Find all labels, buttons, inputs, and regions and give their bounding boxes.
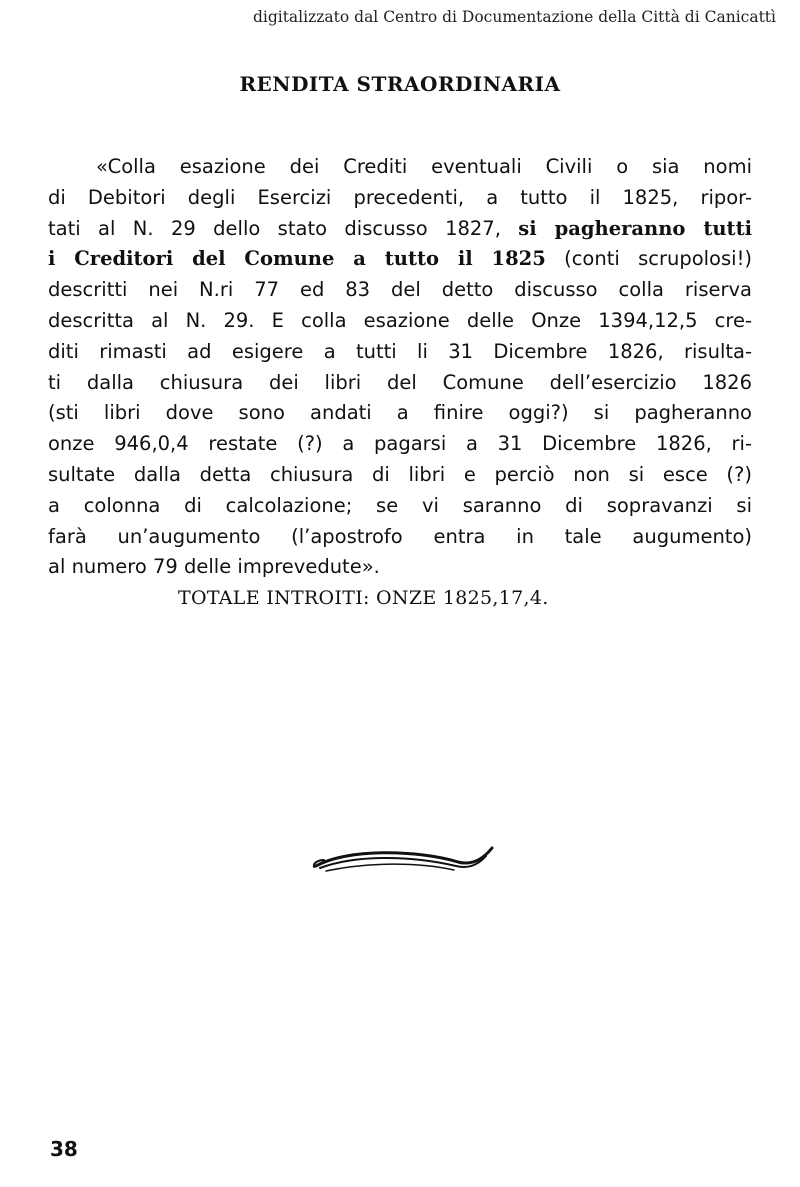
text-line: a colonna di calcolazione; se vi saranno di sopravanzi si — [48, 493, 752, 517]
text-line: di Debitori degli Esercizi precedenti, a tutto il 1825, ripor- — [48, 185, 752, 209]
text-line: descritti nei N.ri 77 ed 83 del detto discusso colla riserva — [48, 278, 752, 302]
text-line: farà un’augumento (l’apostrofo entra in tale augumento) — [48, 524, 752, 548]
digitization-watermark: digitalizzato dal Centro di Documentazione della Città di Canicattì — [252, 8, 776, 26]
text-line: diti rimasti ad esigere a tutti li 31 Dicembre 1826, risulta- — [48, 339, 752, 363]
text-line: tati al N. 29 dello stato discusso 1827, si pagheranno tutti — [48, 216, 752, 240]
text-line: (sti libri dove sono andati a finire oggi?) si pagheranno — [48, 401, 752, 425]
body-paragraph — [48, 152, 752, 614]
section-title: RENDITA STRAORDINARIA — [239, 72, 561, 96]
text-line: ti dalla chiusura dei libri del Comune dell’esercizio 1826 — [48, 370, 752, 394]
total-income-line: TOTALE INTROITI: ONZE 1825,17,4. — [178, 587, 549, 610]
swash-ornament-icon — [308, 840, 494, 880]
text-line: al numero 79 delle imprevedute». — [48, 555, 380, 579]
text-line: descritta al N. 29. E colla esazione delle Onze 1394,12,5 cre- — [48, 308, 752, 332]
text-line: i Creditori del Comune a tutto il 1825 (conti scrupolosi!) — [48, 247, 752, 271]
text-line: «Colla esazione dei Crediti eventuali Civili o sia nomi — [96, 155, 752, 178]
text-line: onze 946,0,4 restate (?) a pagarsi a 31 Dicembre 1826, ri- — [48, 432, 752, 456]
page-number: 38 — [50, 1137, 78, 1161]
text-line: sultate dalla detta chiusura di libri e perciò non si esce (?) — [48, 462, 752, 486]
